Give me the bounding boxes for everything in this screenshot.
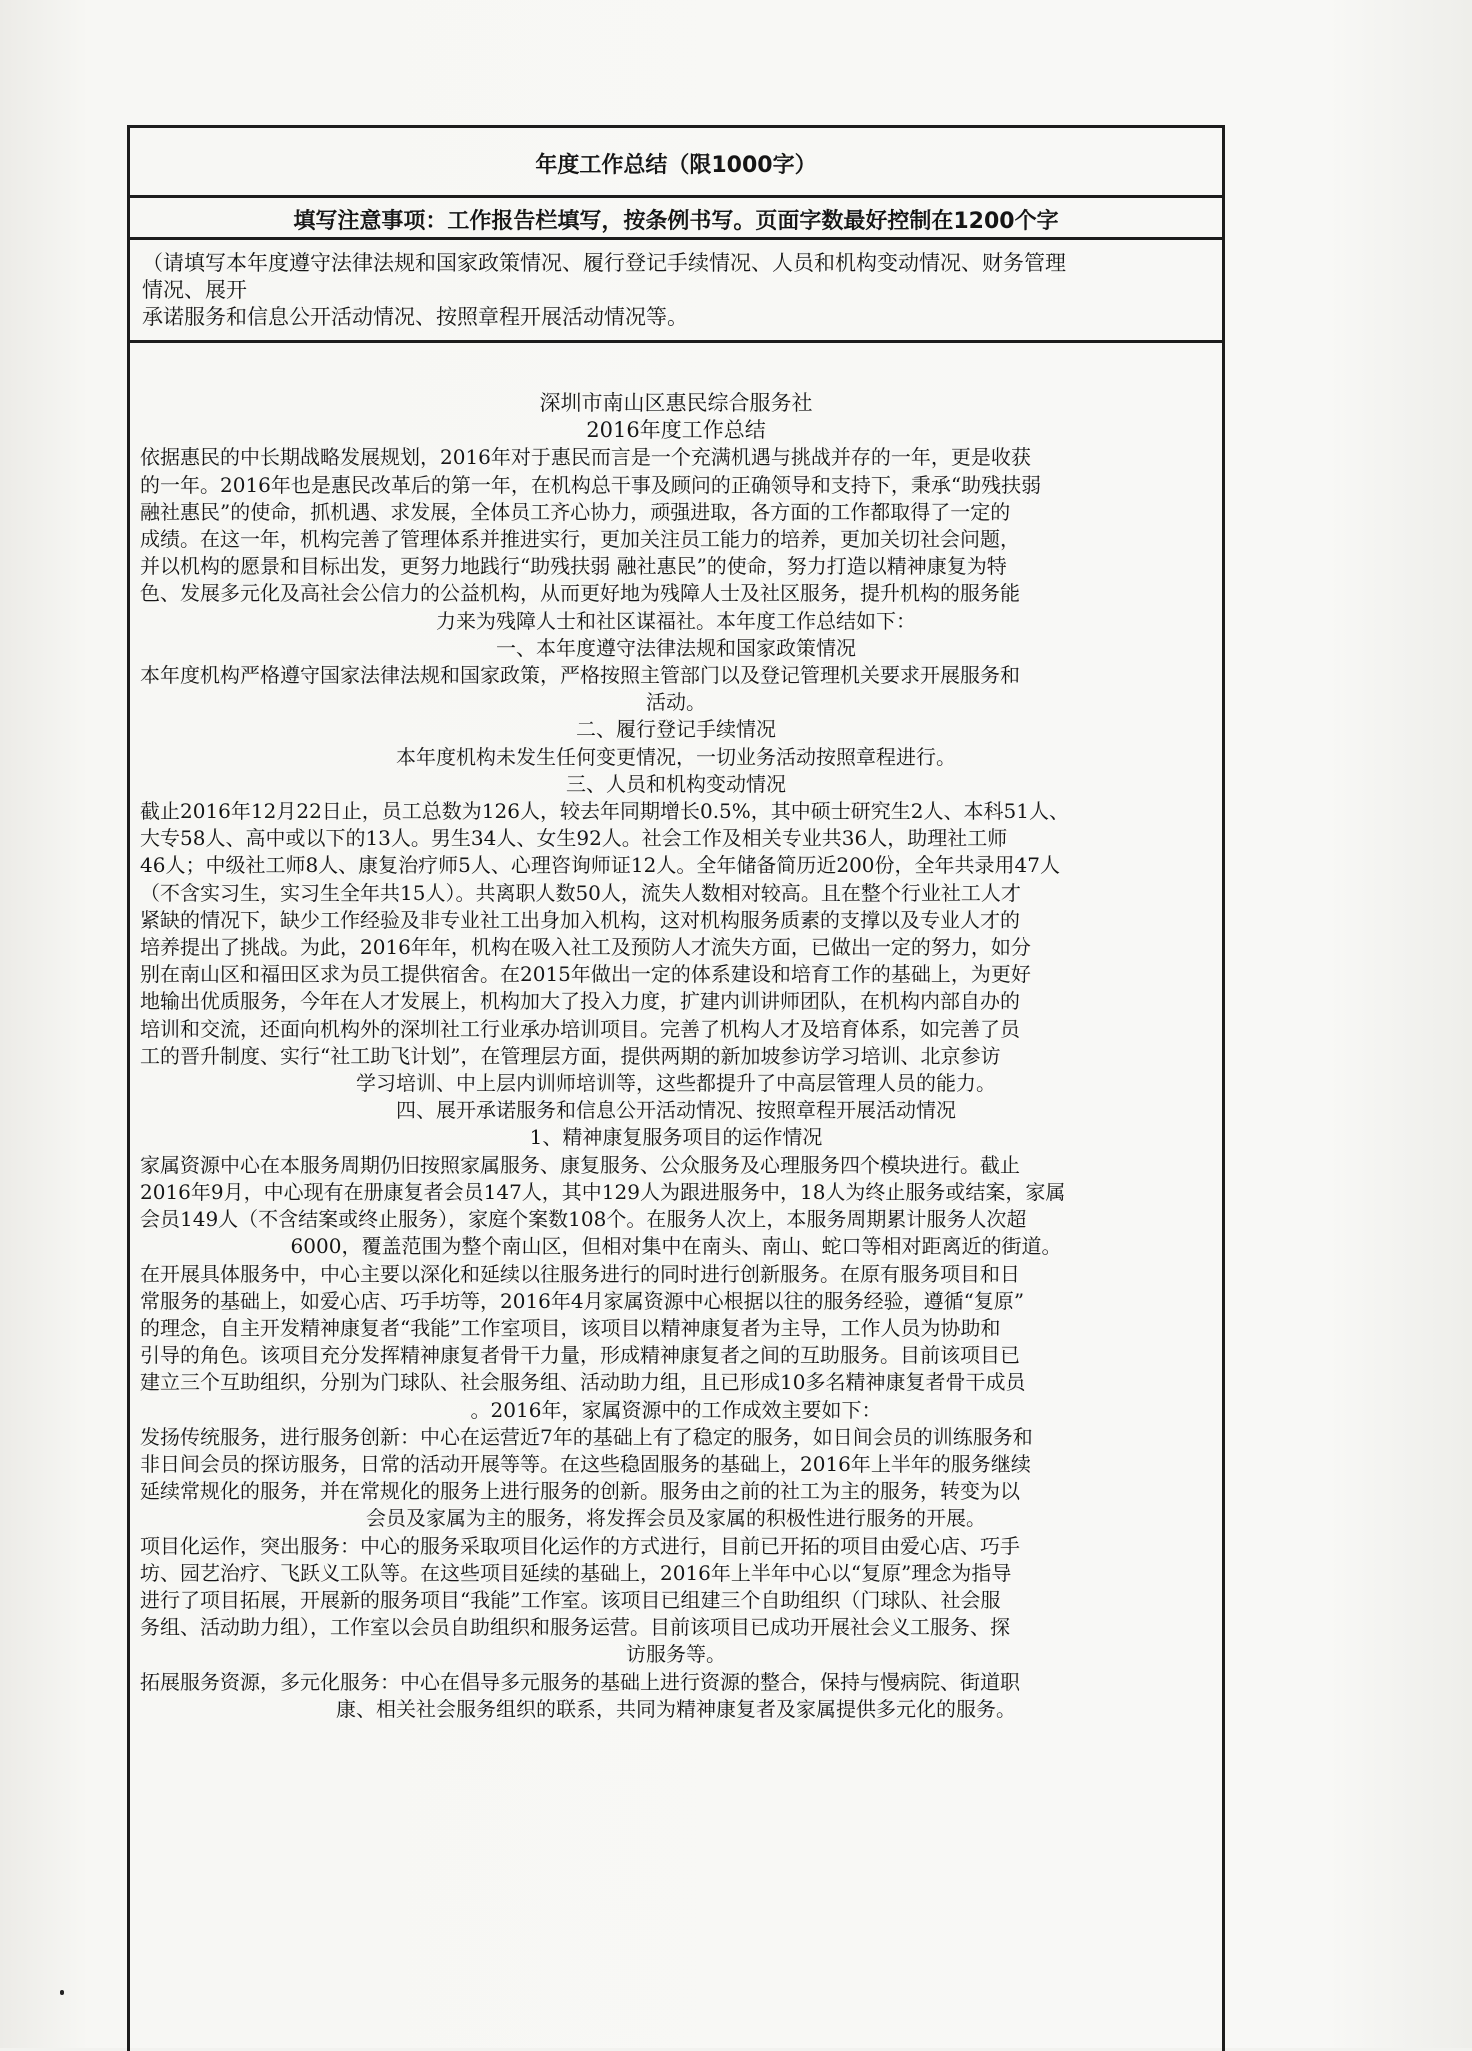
instructions-text <box>142 250 1210 331</box>
report-line: 本年度机构未发生任何变更情况，一切业务活动按照章程进行。 <box>396 744 956 769</box>
instruction-line: 承诺服务和信息公开活动情况、按照章程开展活动情况等。 <box>142 305 688 329</box>
report-line: 常服务的基础上，如爱心店、巧手坊等，2016年4月家属资源中心根据以往的服务经验，遵循“复原” <box>140 1288 1025 1313</box>
report-line: 工的晋升制度、实行“社工助飞计划”，在管理层方面，提供两期的新加坡参访学习培训、北京参访 <box>140 1043 1001 1068</box>
report-line: 非日间会员的探访服务，日常的活动开展等等。在这些稳固服务的基础上，2016年上半年的服务继续 <box>140 1451 1031 1476</box>
report-line: 地输出优质服务，今年在人才发展上，机构加大了投入力度，扩建内训讲师团队，在机构内部自办的 <box>140 989 1020 1014</box>
report-line: 拓展服务资源，多元化服务：中心在倡导多元服务的基础上进行资源的整合，保持与慢病院、街道职 <box>140 1669 1020 1694</box>
report-line: 家属资源中心在本服务周期仍旧按照家属服务、康复服务、公众服务及心理服务四个模块进行。截止 <box>140 1152 1020 1177</box>
report-line: 务组、活动助力组），工作室以会员自助组织和服务运营。目前该项目已成功开展社会义工服务、探 <box>140 1615 1010 1640</box>
report-line: 康、相关社会服务组织的联系，共同为精神康复者及家属提供多元化的服务。 <box>336 1696 1016 1721</box>
report-line: 培养提出了挑战。为此，2016年年，机构在吸入社工及预防人才流失方面，已做出一定的努力，如分 <box>140 935 1031 960</box>
report-line: 活动。 <box>646 690 706 715</box>
report-form-table <box>127 125 1225 2051</box>
report-line: 依据惠民的中长期战略发展规划，2016年对于惠民而言是一个充满机遇与挑战并存的一年，更是收获 <box>140 445 1031 470</box>
report-line: 。2016年，家属资源中的工作成效主要如下： <box>470 1397 882 1422</box>
report-line: 融社惠民”的使命，抓机遇、求发展，全体员工齐心协力，顽强进取，各方面的工作都取得了一定的 <box>140 499 1011 524</box>
report-line: 三、人员和机构变动情况 <box>566 771 786 796</box>
report-line: 并以机构的愿景和目标出发，更努力地践行“助残扶弱 融社惠民”的使命，努力打造以精神康复为特 <box>140 554 1007 579</box>
report-line: 延续常规化的服务，并在常规化的服务上进行服务的创新。服务由之前的社工为主的服务，转变为以 <box>140 1479 1020 1504</box>
organization-name: 深圳市南山区惠民综合服务社 <box>539 391 813 415</box>
report-line: 力来为残障人士和社区谋福社。本年度工作总结如下： <box>436 608 916 633</box>
report-line: 在开展具体服务中，中心主要以深化和延续以往服务进行的同时进行创新服务。在原有服务项目和日 <box>140 1261 1020 1286</box>
report-line: 坊、园艺治疗、飞跃义工队等。在这些项目延续的基础上，2016年上半年中心以“复原”理念为指导 <box>140 1560 1012 1585</box>
report-line: 二、履行登记手续情况 <box>576 717 776 742</box>
report-line: 别在南山区和福田区求为员工提供宿舍。在2015年做出一定的体系建设和培育工作的基础上，为更好 <box>140 962 1031 987</box>
report-line: 发扬传统服务，进行服务创新：中心在运营近7年的基础上有了稳定的服务，如日间会员的训练服务和 <box>140 1424 1033 1449</box>
report-line: 进行了项目拓展，开展新的服务项目“我能”工作室。该项目已组建三个自助组织（门球队、社会服 <box>140 1587 1001 1612</box>
report-line: 2016年9月，中心现有在册康复者会员147人，其中129人为跟进服务中，18人为终止服务或结案，家属 <box>140 1179 1066 1204</box>
report-line: 学习培训、中上层内训师培训等，这些都提升了中高层管理人员的能力。 <box>356 1071 996 1096</box>
report-line: 本年度机构严格遵守国家法律法规和国家政策，严格按照主管部门以及登记管理机关要求开展服务和 <box>140 663 1020 688</box>
report-line: 色、发展多元化及高社会公信力的公益机构，从而更好地为残障人士及社区服务，提升机构的服务能 <box>140 581 1020 606</box>
report-line: 会员及家属为主的服务，将发挥会员及家属的积极性进行服务的开展。 <box>366 1506 986 1531</box>
form-title-row <box>130 128 1222 198</box>
report-line: 1、精神康复服务项目的运作情况 <box>529 1125 823 1150</box>
report-lines <box>140 444 1212 1723</box>
report-line: 访服务等。 <box>626 1642 726 1667</box>
instruction-line: （请填写本年度遵守法律法规和国家政策情况、履行登记手续情况、人员和机构变动情况、财务管理 <box>142 251 1066 275</box>
report-line: （不含实习生，实习生全年共15人）。共离职人数50人，流失人数相对较高。且在整个行业社工人才 <box>140 880 1021 905</box>
report-line: 引导的角色。该项目充分发挥精神康复者骨干力量，形成精神康复者之间的互助服务。目前该项目已 <box>140 1343 1020 1368</box>
report-line: 一、本年度遵守法律法规和国家政策情况 <box>496 635 856 660</box>
report-body <box>140 390 1212 1723</box>
report-line: 的一年。2016年也是惠民改革后的第一年，在机构总干事及顾问的正确领导和支持下，秉承“助残扶弱 <box>140 472 1042 497</box>
report-title: 2016年度工作总结 <box>586 418 766 443</box>
report-line: 建立三个互助组织，分别为门球队、社会服务组、活动助力组，且已形成10多名精神康复者骨干成员 <box>140 1370 1026 1395</box>
report-line: 会员149人（不含结案或终止服务），家庭个案数108个。在服务人次上，本服务周期累计服务人次超 <box>140 1207 1027 1232</box>
report-line: 培训和交流，还面向机构外的深圳社工行业承办培训项目。完善了机构人才及培育体系，如完善了员 <box>140 1016 1020 1041</box>
report-line: 四、展开承诺服务和信息公开活动情况、按照章程开展活动情况 <box>396 1098 956 1123</box>
report-line: 截止2016年12月22日止，员工总数为126人，较去年同期增长0.5%，其中硕士研究生2人、本科51人、 <box>140 799 1069 824</box>
report-line: 6000，覆盖范围为整个南山区，但相对集中在南头、南山、蛇口等相对距离近的街道。 <box>290 1234 1062 1259</box>
fill-notice: 填写注意事项：工作报告栏填写，按条例书写。页面字数最好控制在1200个字 <box>293 209 1059 234</box>
notice-row <box>130 198 1222 240</box>
report-line: 成绩。在这一年，机构完善了管理体系并推进实行，更加关注员工能力的培养，更加关切社会问题， <box>140 527 1020 552</box>
report-line: 大专58人、高中或以下的13人。男生34人、女生92人。社会工作及相关专业共36人，助理社工师 <box>140 826 1008 851</box>
report-line: 的理念，自主开发精神康复者“我能”工作室项目，该项目以精神康复者为主导，工作人员为协助和 <box>140 1315 1001 1340</box>
scan-speck <box>60 1990 64 1995</box>
report-line: 项目化运作，突出服务：中心的服务采取项目化运作的方式进行，目前已开拓的项目由爱心店、巧手 <box>140 1533 1020 1558</box>
instruction-line: 情况、展开 <box>142 278 247 302</box>
report-line: 紧缺的情况下，缺少工作经验及非专业社工出身加入机构，这对机构服务质素的支撑以及专业人才的 <box>140 907 1020 932</box>
form-title: 年度工作总结（限1000字） <box>535 153 817 178</box>
report-line: 46人；中级社工师8人、康复治疗师5人、心理咨询师证12人。全年储备简历近200份，全年共录用47人 <box>140 853 1060 878</box>
instructions-row <box>130 240 1222 343</box>
